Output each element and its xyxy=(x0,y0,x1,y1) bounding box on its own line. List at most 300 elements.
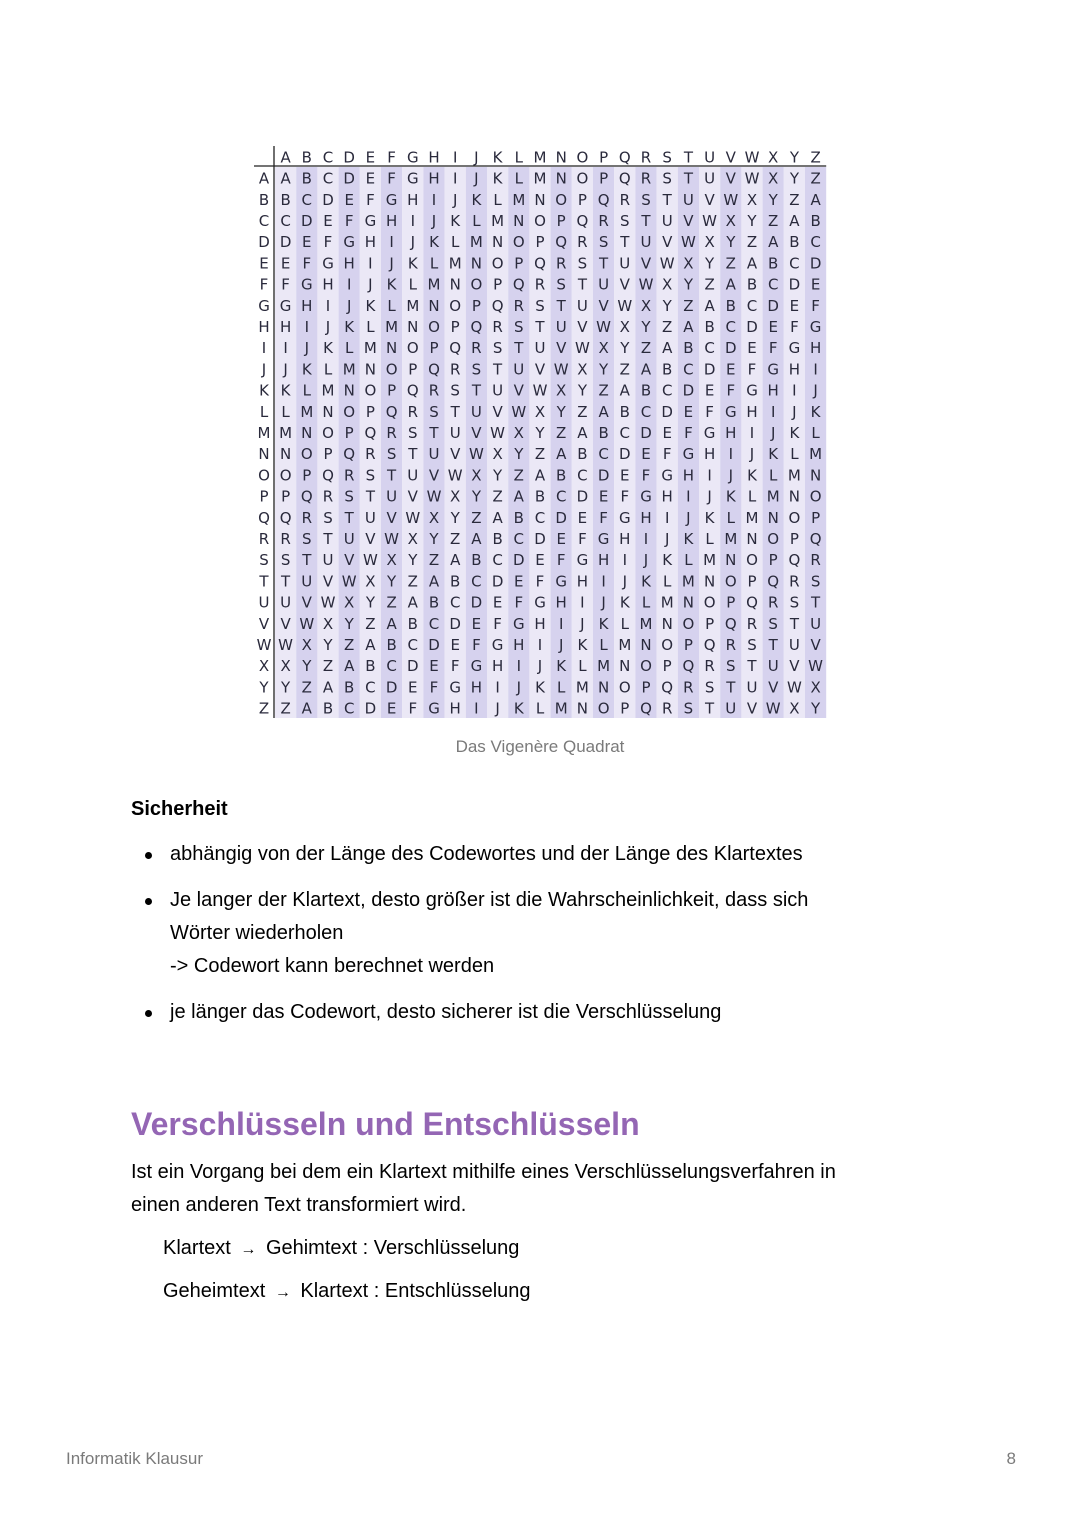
row-letter: G xyxy=(258,296,270,315)
cell-letter: P xyxy=(747,572,757,591)
cell-letter: S xyxy=(365,466,376,485)
cell-letter: F xyxy=(641,466,651,485)
cell-letter: B xyxy=(556,466,567,485)
cell-letter: B xyxy=(365,657,376,676)
cell-letter: L xyxy=(493,190,502,209)
cell-letter: K xyxy=(789,424,800,442)
cell-letter: V xyxy=(746,699,758,718)
cell-letter: X xyxy=(428,508,440,527)
cell-letter: Q xyxy=(534,254,546,273)
row-letter: E xyxy=(259,254,269,273)
row-letter: M xyxy=(257,424,271,442)
cell-letter: F xyxy=(323,233,333,252)
cell-letter: G xyxy=(682,445,695,464)
cell-letter: Y xyxy=(577,381,587,400)
cell-letter: E xyxy=(556,530,566,548)
cell-letter: G xyxy=(724,402,737,421)
cell-letter: E xyxy=(386,699,397,718)
definition-to: Klartext : Entschlüsselung xyxy=(300,1280,531,1302)
row-letter: H xyxy=(258,318,270,336)
cell-letter: S xyxy=(556,275,566,294)
cell-letter: Y xyxy=(705,254,715,273)
cell-letter: M xyxy=(512,190,526,209)
cell-letter: U xyxy=(598,275,610,294)
cell-letter: O xyxy=(279,466,292,485)
cell-letter: Z xyxy=(344,636,355,654)
cell-letter: D xyxy=(725,339,737,358)
cell-letter: I xyxy=(325,296,331,315)
cell-letter: X xyxy=(598,339,609,358)
list-item xyxy=(131,838,931,871)
cell-letter: W xyxy=(617,296,633,315)
cell-letter: J xyxy=(410,233,416,252)
cell-letter: Z xyxy=(492,487,503,506)
cell-letter: S xyxy=(726,657,736,676)
cell-letter: Z xyxy=(407,572,418,591)
cell-letter: C xyxy=(513,530,525,548)
paragraph-line: Ist ein Vorgang bei dem ein Klartext mithilfe eines Verschlüsselungsverfahren in xyxy=(131,1161,836,1183)
cell-letter: A xyxy=(746,254,758,273)
cell-letter: J xyxy=(770,424,776,442)
cell-letter: X xyxy=(640,296,652,315)
cell-letter: T xyxy=(620,233,630,252)
section-heading: Verschlüsseln und Entschlüsseln xyxy=(131,1106,640,1142)
cell-letter: R xyxy=(428,381,440,400)
cell-letter: A xyxy=(598,402,609,421)
cell-letter: Q xyxy=(428,360,440,379)
cell-letter: M xyxy=(787,466,801,485)
cell-letter: G xyxy=(449,678,462,697)
cell-letter: E xyxy=(598,487,609,506)
cell-letter: B xyxy=(598,424,609,442)
cell-letter: H xyxy=(343,254,355,273)
cell-letter: B xyxy=(280,190,291,209)
header-letter: E xyxy=(365,148,376,167)
cell-letter: M xyxy=(554,699,568,718)
list-item xyxy=(131,884,931,983)
cell-letter: M xyxy=(363,339,377,358)
cell-letter: K xyxy=(386,275,397,294)
cell-letter: Q xyxy=(661,678,674,697)
cell-letter: B xyxy=(471,551,482,570)
cell-letter: D xyxy=(470,593,483,612)
cell-letter: V xyxy=(428,466,440,485)
cell-letter: R xyxy=(555,254,567,273)
cell-letter: U xyxy=(619,254,631,273)
cell-letter: P xyxy=(450,318,460,336)
cell-letter: S xyxy=(641,190,651,209)
cell-letter: C xyxy=(492,551,503,570)
cell-letter: J xyxy=(601,593,606,612)
cell-letter: P xyxy=(408,360,418,379)
cell-letter: Q xyxy=(300,487,313,506)
cell-letter: E xyxy=(450,636,460,654)
cell-letter: J xyxy=(558,636,564,654)
cell-letter: Z xyxy=(301,678,312,697)
cell-letter: A xyxy=(789,212,800,230)
cell-letter: T xyxy=(747,657,757,676)
cell-letter: J xyxy=(749,445,755,464)
cell-letter: F xyxy=(387,169,396,188)
cell-letter: S xyxy=(683,699,694,718)
cell-letter: T xyxy=(344,508,354,527)
cell-letter: N xyxy=(322,402,334,421)
cell-letter: Z xyxy=(513,466,524,485)
list-item xyxy=(131,996,931,1029)
cell-letter: A xyxy=(556,445,567,464)
cell-letter: K xyxy=(810,402,821,421)
cell-letter: S xyxy=(789,593,800,612)
cell-letter: K xyxy=(556,657,567,676)
cell-letter: K xyxy=(535,678,545,697)
cell-letter: V xyxy=(471,424,482,442)
cell-letter: A xyxy=(492,508,503,527)
cell-letter: V xyxy=(344,551,355,570)
cell-letter: S xyxy=(768,614,778,633)
row-letter: N xyxy=(258,445,270,464)
cell-letter: H xyxy=(385,212,398,230)
cell-letter: L xyxy=(769,466,778,485)
cell-letter: A xyxy=(683,318,694,336)
cell-letter: Y xyxy=(620,339,630,358)
cell-letter: S xyxy=(386,445,397,464)
cell-letter: S xyxy=(280,551,291,570)
cell-letter: C xyxy=(683,360,694,379)
cell-letter: F xyxy=(811,296,820,315)
cell-letter: E xyxy=(492,593,503,612)
cell-letter: O xyxy=(470,275,483,294)
cell-letter: O xyxy=(512,233,525,252)
cell-letter: Q xyxy=(809,530,822,548)
cell-letter: Q xyxy=(724,614,737,633)
cell-letter: Q xyxy=(746,593,758,612)
header-letter: T xyxy=(683,148,693,167)
cell-letter: G xyxy=(809,318,822,336)
cell-letter: N xyxy=(767,508,779,527)
cell-letter: O xyxy=(343,402,356,421)
cell-letter: I xyxy=(813,360,818,379)
cell-letter: H xyxy=(640,508,652,527)
cell-letter: A xyxy=(810,190,821,209)
figure-caption: Das Vigenère Quadrat xyxy=(455,737,625,756)
cell-letter: H xyxy=(809,339,822,358)
cell-letter: M xyxy=(618,636,632,654)
cell-letter: C xyxy=(767,275,779,294)
cell-letter: C xyxy=(619,424,631,442)
cell-letter: S xyxy=(323,508,333,527)
cell-letter: X xyxy=(768,169,779,188)
cell-letter: K xyxy=(725,487,736,506)
cell-letter: D xyxy=(534,530,546,548)
cell-letter: E xyxy=(641,445,651,464)
cell-letter: U xyxy=(725,699,737,718)
cell-letter: B xyxy=(683,339,694,358)
cell-letter: J xyxy=(495,699,500,718)
cell-letter: B xyxy=(662,360,673,379)
cell-letter: Q xyxy=(364,424,377,442)
cell-letter: U xyxy=(322,551,334,570)
cell-letter: X xyxy=(810,678,821,697)
cell-letter: U xyxy=(470,402,482,421)
header-letter: V xyxy=(725,148,736,167)
header-letter: X xyxy=(768,148,779,167)
cell-letter: N xyxy=(703,572,716,591)
cell-letter: M xyxy=(597,657,611,676)
cell-letter: P xyxy=(471,296,481,315)
cell-letter: L xyxy=(599,636,608,654)
cell-letter: G xyxy=(512,614,525,633)
cell-letter: Z xyxy=(450,530,461,548)
cell-letter: O xyxy=(534,212,546,230)
cell-letter: R xyxy=(534,275,546,294)
cell-letter: S xyxy=(471,360,482,379)
cell-letter: W xyxy=(278,636,294,654)
cell-letter: C xyxy=(428,614,440,633)
cell-letter: R xyxy=(407,402,419,421)
cell-letter: Q xyxy=(788,551,801,570)
cell-letter: P xyxy=(387,381,397,400)
cell-letter: I xyxy=(495,678,500,697)
cell-letter: Y xyxy=(556,402,566,421)
cell-letter: U xyxy=(704,169,716,188)
cell-letter: A xyxy=(577,424,588,442)
header-letter: Q xyxy=(618,148,631,167)
cell-letter: X xyxy=(662,275,673,294)
cell-letter: S xyxy=(810,572,821,591)
header-letter: G xyxy=(406,148,419,167)
cell-letter: U xyxy=(810,614,822,633)
cell-letter: D xyxy=(364,699,377,718)
row-letter: A xyxy=(258,169,270,188)
cell-letter: O xyxy=(491,254,504,273)
cell-letter: C xyxy=(386,657,397,676)
cell-letter: L xyxy=(281,402,290,421)
cell-letter: C xyxy=(789,254,800,273)
cell-letter: P xyxy=(789,530,799,548)
cell-letter: N xyxy=(576,699,589,718)
cell-letter: Q xyxy=(703,636,716,654)
cell-letter: K xyxy=(492,169,503,188)
bullet-text: Je langer der Klartext, desto größer ist die Wahrscheinlichkeit, dass sich xyxy=(170,889,809,911)
cell-letter: Y xyxy=(365,593,375,612)
cell-letter: U xyxy=(576,296,588,315)
cell-letter: R xyxy=(343,466,355,485)
cell-letter: B xyxy=(428,593,440,612)
cell-letter: P xyxy=(577,190,587,209)
cell-letter: L xyxy=(641,593,651,612)
cell-letter: V xyxy=(450,445,461,464)
cell-letter: M xyxy=(427,275,441,294)
cell-letter: K xyxy=(747,466,757,485)
cell-letter: V xyxy=(577,318,588,336)
cell-letter: Q xyxy=(322,466,334,485)
cell-letter: N xyxy=(513,212,525,230)
cell-letter: B xyxy=(640,381,652,400)
cell-letter: B xyxy=(704,318,715,336)
cell-letter: N xyxy=(619,657,631,676)
cell-letter: C xyxy=(407,636,419,654)
cell-letter: J xyxy=(304,339,310,358)
cell-letter: D xyxy=(343,169,355,188)
cell-letter: X xyxy=(301,636,312,654)
cell-letter: E xyxy=(302,233,312,252)
cell-letter: B xyxy=(768,254,779,273)
row-letter: I xyxy=(261,339,267,358)
cell-letter: Y xyxy=(493,466,503,485)
cell-letter: T xyxy=(387,466,397,485)
cell-letter: U xyxy=(343,530,355,548)
cell-letter: I xyxy=(643,530,649,548)
cell-letter: Y xyxy=(683,275,693,294)
cell-letter: E xyxy=(683,402,694,421)
cell-letter: J xyxy=(368,275,373,294)
cell-letter: Z xyxy=(598,381,609,400)
cell-letter: N xyxy=(555,169,567,188)
cell-letter: V xyxy=(789,657,800,676)
cell-letter: E xyxy=(768,318,778,336)
cell-letter: G xyxy=(703,424,716,442)
cell-letter: Y xyxy=(323,636,333,654)
cell-letter: G xyxy=(788,339,801,358)
cell-letter: B xyxy=(322,699,334,718)
cell-letter: S xyxy=(620,212,630,230)
cell-letter: D xyxy=(301,212,313,230)
cell-letter: J xyxy=(664,530,670,548)
cell-letter: L xyxy=(408,275,417,294)
cell-letter: E xyxy=(280,254,291,273)
cell-letter: J xyxy=(537,657,543,676)
cell-letter: W xyxy=(341,572,357,591)
cell-letter: P xyxy=(556,212,566,230)
cell-letter: M xyxy=(533,169,547,188)
cell-letter: Y xyxy=(408,551,418,570)
cell-letter: M xyxy=(724,530,738,548)
cell-letter: B xyxy=(301,169,312,188)
cell-letter: G xyxy=(385,190,398,209)
cell-letter: R xyxy=(683,678,694,697)
cell-letter: N xyxy=(279,445,292,464)
cell-letter: A xyxy=(450,551,461,570)
cell-letter: W xyxy=(596,318,612,336)
cell-letter: F xyxy=(747,360,757,379)
cell-letter: X xyxy=(344,593,355,612)
cell-letter: I xyxy=(304,318,310,336)
footer-title: Informatik Klausur xyxy=(66,1449,203,1468)
cell-letter: I xyxy=(431,190,437,209)
cell-letter: W xyxy=(638,275,654,294)
cell-letter: X xyxy=(471,466,482,485)
cell-letter: L xyxy=(790,445,799,464)
cell-letter: M xyxy=(279,424,293,442)
row-letter: P xyxy=(259,487,269,506)
cell-letter: M xyxy=(766,487,780,506)
cell-letter: I xyxy=(664,508,670,527)
cell-letter: E xyxy=(323,212,333,230)
cell-letter: F xyxy=(366,190,375,209)
cell-letter: I xyxy=(537,636,543,654)
cell-letter: F xyxy=(535,572,545,591)
cell-letter: J xyxy=(431,212,437,230)
cell-letter: K xyxy=(513,699,524,718)
cell-letter: W xyxy=(808,657,824,676)
cell-letter: U xyxy=(746,678,758,697)
cell-letter: S xyxy=(302,530,312,548)
cell-letter: M xyxy=(342,360,356,379)
cell-letter: H xyxy=(661,487,673,506)
cell-letter: D xyxy=(746,318,758,336)
cell-letter: Y xyxy=(599,360,609,379)
cell-letter: E xyxy=(726,360,736,379)
row-letter: C xyxy=(258,212,270,230)
cell-letter: M xyxy=(745,508,759,527)
cell-letter: X xyxy=(704,233,715,252)
cell-letter: W xyxy=(532,381,548,400)
cell-letter: X xyxy=(556,381,567,400)
cell-letter: D xyxy=(767,296,779,315)
cell-letter: L xyxy=(302,381,311,400)
cell-letter: W xyxy=(447,466,463,485)
cell-letter: Q xyxy=(279,508,292,527)
cell-letter: E xyxy=(408,678,418,697)
cell-letter: W xyxy=(723,190,739,209)
cell-letter: F xyxy=(344,212,354,230)
cell-letter: O xyxy=(322,424,334,442)
cell-letter: B xyxy=(789,233,800,252)
cell-letter: D xyxy=(619,445,631,464)
row-letter: V xyxy=(258,614,270,633)
cell-letter: J xyxy=(516,678,522,697)
cell-letter: M xyxy=(406,296,420,315)
header-letter: F xyxy=(387,148,396,167)
cell-letter: W xyxy=(786,678,802,697)
cell-letter: R xyxy=(767,593,779,612)
cell-letter: J xyxy=(283,360,288,379)
cell-letter: Y xyxy=(429,530,439,548)
cell-letter: G xyxy=(470,657,483,676)
cell-letter: N xyxy=(746,530,758,548)
cell-letter: V xyxy=(619,275,630,294)
cell-letter: E xyxy=(747,339,757,358)
cell-letter: C xyxy=(725,318,737,336)
cell-letter: B xyxy=(810,212,821,230)
cell-letter: P xyxy=(705,614,715,633)
cell-letter: Y xyxy=(662,296,672,315)
cell-letter: W xyxy=(553,360,569,379)
cell-letter: Z xyxy=(768,212,779,230)
cell-letter: O xyxy=(597,699,610,718)
cell-letter: B xyxy=(725,296,736,315)
cell-letter: K xyxy=(704,508,715,527)
row-letter: B xyxy=(258,190,270,209)
cell-letter: O xyxy=(555,190,568,209)
cell-letter: Z xyxy=(640,339,652,358)
cell-letter: N xyxy=(661,614,673,633)
cell-letter: K xyxy=(301,360,312,379)
cell-letter: O xyxy=(640,657,652,676)
cell-letter: G xyxy=(300,275,313,294)
cell-letter: M xyxy=(300,402,314,421)
cell-letter: C xyxy=(746,296,758,315)
cell-letter: C xyxy=(555,487,567,506)
bullet-text: je länger das Codewort, desto sicherer ist die Verschlüsselung xyxy=(170,1001,722,1023)
cell-letter: E xyxy=(704,381,715,400)
cell-letter: X xyxy=(365,572,376,591)
cell-letter: K xyxy=(683,530,694,548)
cell-letter: L xyxy=(514,169,523,188)
cell-letter: R xyxy=(301,508,313,527)
cell-letter: T xyxy=(726,678,736,697)
cell-letter: J xyxy=(622,572,628,591)
